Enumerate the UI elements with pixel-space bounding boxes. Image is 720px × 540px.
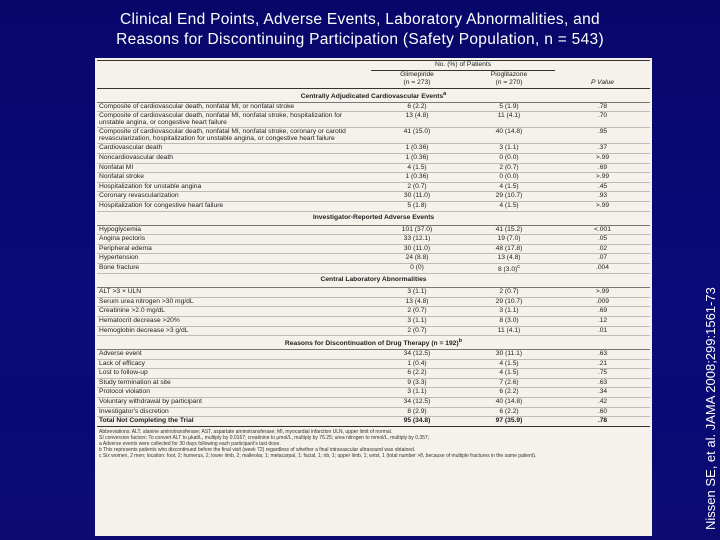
row-label: Composite of cardiovascular death, nonfatal MI, nonfatal stroke, hospitalization for unstable angina, or congestive heart failure [97, 112, 371, 128]
citation: Nissen SE, et al. JAMA 2008;299:1561-73 [703, 287, 718, 530]
row-label: Hematocrit decrease >20% [97, 316, 371, 326]
pioglitazone-value [463, 288, 555, 298]
pioglitazone-value-text: 13 (4.8) [497, 254, 521, 262]
table-row [97, 192, 650, 202]
table-row [97, 378, 650, 388]
row-label: Peripheral edema [97, 244, 371, 254]
glimepiride-value: 30 (11.0) [371, 244, 463, 254]
table-row [97, 112, 650, 128]
pioglitazone-value [463, 235, 555, 245]
col-header-glimepiride: Glimepiride [400, 70, 434, 78]
pioglitazone-value [463, 225, 555, 235]
row-label: Lack of efficacy [97, 359, 371, 369]
row-label: Total Not Completing the Trial [97, 417, 371, 427]
p-value: .07 [555, 254, 650, 264]
row-label: Coronary revascularization [97, 192, 371, 202]
pioglitazone-value-text: 4 (1.5) [499, 369, 519, 377]
footnote-line: c Six women, 2 men; location: foot, 2; humerus, 2; lower limb, 2; malleolar, 1; metacarpal, 1; facial, 1; rib, 1; upper limb, 1; wrist, 1 (total number >8, because of multiple fractures in the same patient). [99, 453, 537, 459]
table-row [97, 326, 650, 336]
glimepiride-value: 13 (4.8) [371, 297, 463, 307]
pioglitazone-value-text: 29 (10.7) [495, 297, 523, 305]
p-value: <.001 [555, 225, 650, 235]
section-title [97, 88, 650, 102]
glimepiride-value: 34 (12.5) [371, 398, 463, 408]
table-row [97, 128, 650, 144]
glimepiride-value: 0 (0) [371, 263, 463, 273]
pioglitazone-value [463, 144, 555, 154]
pioglitazone-value-text: 40 (14.8) [495, 398, 523, 406]
table-row [97, 153, 650, 163]
row-label: Composite of cardiovascular death, nonfatal MI, nonfatal stroke, coronary or carotid revascularization, hospitalization for unstable angina, or congestive heart failure [97, 128, 371, 144]
row-label: Adverse event [97, 350, 371, 360]
section-title-text: Reasons for Discontinuation of Drug Therapy (n = 192) [284, 340, 459, 348]
table-row [97, 163, 650, 173]
pioglitazone-value-text: 4 (1.5) [499, 201, 519, 209]
glimepiride-value: 8 (2.9) [371, 407, 463, 417]
pioglitazone-value-text: 30 (11.1) [495, 350, 523, 358]
p-value: .21 [555, 359, 650, 369]
footnote-line: SI conversion factors: To convert ALT to μkat/L, multiply by 0.0167; creatinine to μmol/L, multiply by 76.25; urea nitrogen to mmol/L, multiply by 0.357; [99, 435, 430, 441]
footnotes [99, 429, 648, 459]
row-label: Cardiovascular death [97, 144, 371, 154]
p-value: .63 [555, 378, 650, 388]
row-label: Hospitalization for unstable angina [97, 182, 371, 192]
pioglitazone-value-text: 19 (7.0) [497, 235, 521, 243]
p-value: .69 [555, 163, 650, 173]
pioglitazone-value [463, 398, 555, 408]
pioglitazone-value-text: 6 (2.2) [499, 388, 519, 396]
pioglitazone-value-text: 2 (0.7) [499, 288, 519, 296]
total-row [97, 417, 650, 427]
pioglitazone-value [463, 173, 555, 183]
pioglitazone-value-text: 8 (3.0) [497, 266, 518, 274]
pioglitazone-value [463, 316, 555, 326]
glimepiride-value: 6 (2.2) [371, 102, 463, 112]
pioglitazone-value [463, 254, 555, 264]
slide-title-line-2: Reasons for Discontinuing Participation (Safety Population, n = 543) [116, 31, 604, 48]
section-title [97, 274, 650, 288]
col-header-pioglitazone: Pioglitazone [490, 70, 528, 78]
pioglitazone-value [463, 388, 555, 398]
table-group-header-row [97, 61, 650, 71]
pioglitazone-value-text: 3 (1.1) [499, 144, 519, 152]
table-row [97, 359, 650, 369]
pioglitazone-value [463, 153, 555, 163]
table-row [97, 307, 650, 317]
section-title-text: Central Laboratory Abnormalities [320, 276, 427, 284]
pioglitazone-value-text: 8 (3.0) [499, 316, 519, 324]
glimepiride-value: 34 (12.5) [371, 350, 463, 360]
row-label: Lost to follow-up [97, 369, 371, 379]
p-value: >.99 [555, 201, 650, 211]
p-value: .78 [555, 417, 650, 427]
footnote-line: Abbreviations: ALT, alanine aminotransferase; AST, aspartate aminotransferase; MI, myocardial infarction ULN, upper limit of normal. [99, 429, 393, 435]
table-row [97, 297, 650, 307]
section-header-row [97, 211, 650, 225]
table-panel [95, 58, 652, 536]
pioglitazone-value-text: 2 (0.7) [499, 163, 519, 171]
results-table [97, 60, 650, 427]
footnote-marker: c [517, 263, 521, 270]
table-row [97, 369, 650, 379]
pioglitazone-value-text: 4 (1.5) [499, 182, 519, 190]
p-value: .02 [555, 244, 650, 254]
glimepiride-value: 2 (0.7) [371, 307, 463, 317]
table-row [97, 407, 650, 417]
results-table-body [97, 61, 650, 427]
glimepiride-value: 1 (0.4) [371, 359, 463, 369]
glimepiride-value: 5 (1.8) [371, 201, 463, 211]
p-value: .70 [555, 112, 650, 128]
row-label: Hemoglobin decrease >3 g/dL [97, 326, 371, 336]
p-value: .69 [555, 307, 650, 317]
pioglitazone-value [463, 182, 555, 192]
table-column-names-row [97, 70, 650, 79]
glimepiride-value: 1 (0.36) [371, 173, 463, 183]
row-label: Hypertension [97, 254, 371, 264]
pioglitazone-value-text: 7 (2.6) [499, 378, 519, 386]
p-value: .12 [555, 316, 650, 326]
pioglitazone-value [463, 112, 555, 128]
section-title-text: Investigator-Reported Adverse Events [312, 213, 435, 221]
table-row [97, 263, 650, 273]
row-label: Nonfatal MI [97, 163, 371, 173]
pioglitazone-value [463, 128, 555, 144]
table-row [97, 225, 650, 235]
footnote-marker: a [443, 90, 447, 97]
table-row [97, 254, 650, 264]
glimepiride-value: 33 (12.1) [371, 235, 463, 245]
footnote-marker: b [458, 338, 463, 345]
p-value: .009 [555, 297, 650, 307]
pioglitazone-value: 97 (35.9) [463, 417, 555, 427]
glimepiride-value: 9 (3.3) [371, 378, 463, 388]
p-value: .75 [555, 369, 650, 379]
p-value: .95 [555, 128, 650, 144]
pioglitazone-value-text: 40 (14.8) [495, 128, 523, 136]
pioglitazone-value-text: 11 (4.1) [497, 326, 521, 334]
table-row [97, 182, 650, 192]
row-label: Angina pectoris [97, 235, 371, 245]
section-title [97, 211, 650, 225]
table-row [97, 350, 650, 360]
pioglitazone-value [463, 350, 555, 360]
slide-title-line-1: Clinical End Points, Adverse Events, Laboratory Abnormalities, and [120, 11, 600, 28]
table-column-n-row [97, 79, 650, 88]
row-label: Hospitalization for congestive heart failure [97, 201, 371, 211]
table-row [97, 173, 650, 183]
pioglitazone-value-text: 4 (1.5) [499, 359, 519, 367]
glimepiride-value: 24 (8.8) [371, 254, 463, 264]
pioglitazone-value [463, 192, 555, 202]
pioglitazone-value [463, 359, 555, 369]
pioglitazone-value-text: 0 (0.0) [499, 153, 519, 161]
table-row [97, 244, 650, 254]
glimepiride-value: 4 (1.5) [371, 163, 463, 173]
pioglitazone-value-text: 11 (4.1) [497, 112, 521, 120]
p-value: >.99 [555, 153, 650, 163]
row-label: Noncardiovascular death [97, 153, 371, 163]
row-label: Bone fracture [97, 263, 371, 273]
p-value: .004 [555, 263, 650, 273]
row-label: Serum urea nitrogen >30 mg/dL [97, 297, 371, 307]
col-header-pvalue: P Value [555, 79, 650, 88]
section-header-row [97, 274, 650, 288]
glimepiride-value: 1 (0.36) [371, 153, 463, 163]
p-value: .45 [555, 182, 650, 192]
pioglitazone-value-text: 0 (0.0) [499, 173, 519, 181]
row-label: Protocol violation [97, 388, 371, 398]
glimepiride-value: 101 (37.0) [371, 225, 463, 235]
table-row [97, 102, 650, 112]
table-row [97, 316, 650, 326]
row-label: Study termination at site [97, 378, 371, 388]
section-title-text: Centrally Adjudicated Cardiovascular Events [300, 93, 444, 101]
glimepiride-value: 13 (4.8) [371, 112, 463, 128]
p-value: .78 [555, 102, 650, 112]
glimepiride-value: 41 (15.0) [371, 128, 463, 144]
table-row [97, 398, 650, 408]
pioglitazone-value-text: 29 (10.7) [495, 192, 523, 200]
row-label: Voluntary withdrawal by participant [97, 398, 371, 408]
glimepiride-value: 3 (1.1) [371, 388, 463, 398]
pioglitazone-value-text: 6 (2.2) [499, 407, 519, 415]
pioglitazone-value [463, 244, 555, 254]
pioglitazone-value [463, 201, 555, 211]
table-row [97, 201, 650, 211]
p-value: >.99 [555, 288, 650, 298]
section-title [97, 336, 650, 350]
p-value: .34 [555, 388, 650, 398]
pioglitazone-value [463, 307, 555, 317]
p-value: .37 [555, 144, 650, 154]
pioglitazone-value [463, 163, 555, 173]
pioglitazone-value [463, 369, 555, 379]
pioglitazone-value-text: 48 (17.8) [495, 244, 523, 252]
table-row [97, 235, 650, 245]
table-row [97, 388, 650, 398]
pioglitazone-value [463, 102, 555, 112]
glimepiride-value: 3 (1.1) [371, 288, 463, 298]
p-value: .01 [555, 326, 650, 336]
glimepiride-value: 2 (0.7) [371, 326, 463, 336]
glimepiride-value: 2 (0.7) [371, 182, 463, 192]
row-label: Nonfatal stroke [97, 173, 371, 183]
pioglitazone-value-text: 41 (15.2) [495, 225, 523, 233]
p-value: .63 [555, 350, 650, 360]
table-row [97, 288, 650, 298]
row-label: Creatinine >2.0 mg/dL [97, 307, 371, 317]
pioglitazone-value [463, 378, 555, 388]
p-value: .42 [555, 398, 650, 408]
p-value: .05 [555, 235, 650, 245]
row-label: Composite of cardiovascular death, nonfatal MI, or nonfatal stroke [97, 102, 371, 112]
col-header-pioglitazone-n: (n = 270) [463, 79, 555, 88]
slide-title [40, 10, 680, 50]
glimepiride-value: 30 (11.0) [371, 192, 463, 202]
p-value: >.99 [555, 173, 650, 183]
pioglitazone-value [463, 297, 555, 307]
glimepiride-value: 3 (1.1) [371, 316, 463, 326]
pioglitazone-value-text: 5 (1.9) [499, 102, 519, 110]
pioglitazone-value [463, 407, 555, 417]
footnote-line: b This represents patients who discontinued before the final visit (week 72) regardless of whether a final intravascular ultrasound was obtained. [99, 447, 416, 453]
row-label: Hypoglycemia [97, 225, 371, 235]
pioglitazone-value [463, 263, 555, 273]
group-header: No. (%) of Patients [371, 61, 555, 71]
pioglitazone-value [463, 326, 555, 336]
p-value: .60 [555, 407, 650, 417]
glimepiride-value: 95 (34.8) [371, 417, 463, 427]
col-header-glimepiride-n: (n = 273) [371, 79, 463, 88]
row-label: ALT >3 × ULN [97, 288, 371, 298]
row-label: Investigator's discretion [97, 407, 371, 417]
footnote-line: a Adverse events were collected for 30 days following each participant's last dose. [99, 441, 281, 447]
section-header-row [97, 336, 650, 350]
table-row [97, 144, 650, 154]
glimepiride-value: 1 (0.36) [371, 144, 463, 154]
section-header-row [97, 88, 650, 102]
p-value: .93 [555, 192, 650, 202]
pioglitazone-value-text: 3 (1.1) [499, 307, 519, 315]
glimepiride-value: 6 (2.2) [371, 369, 463, 379]
